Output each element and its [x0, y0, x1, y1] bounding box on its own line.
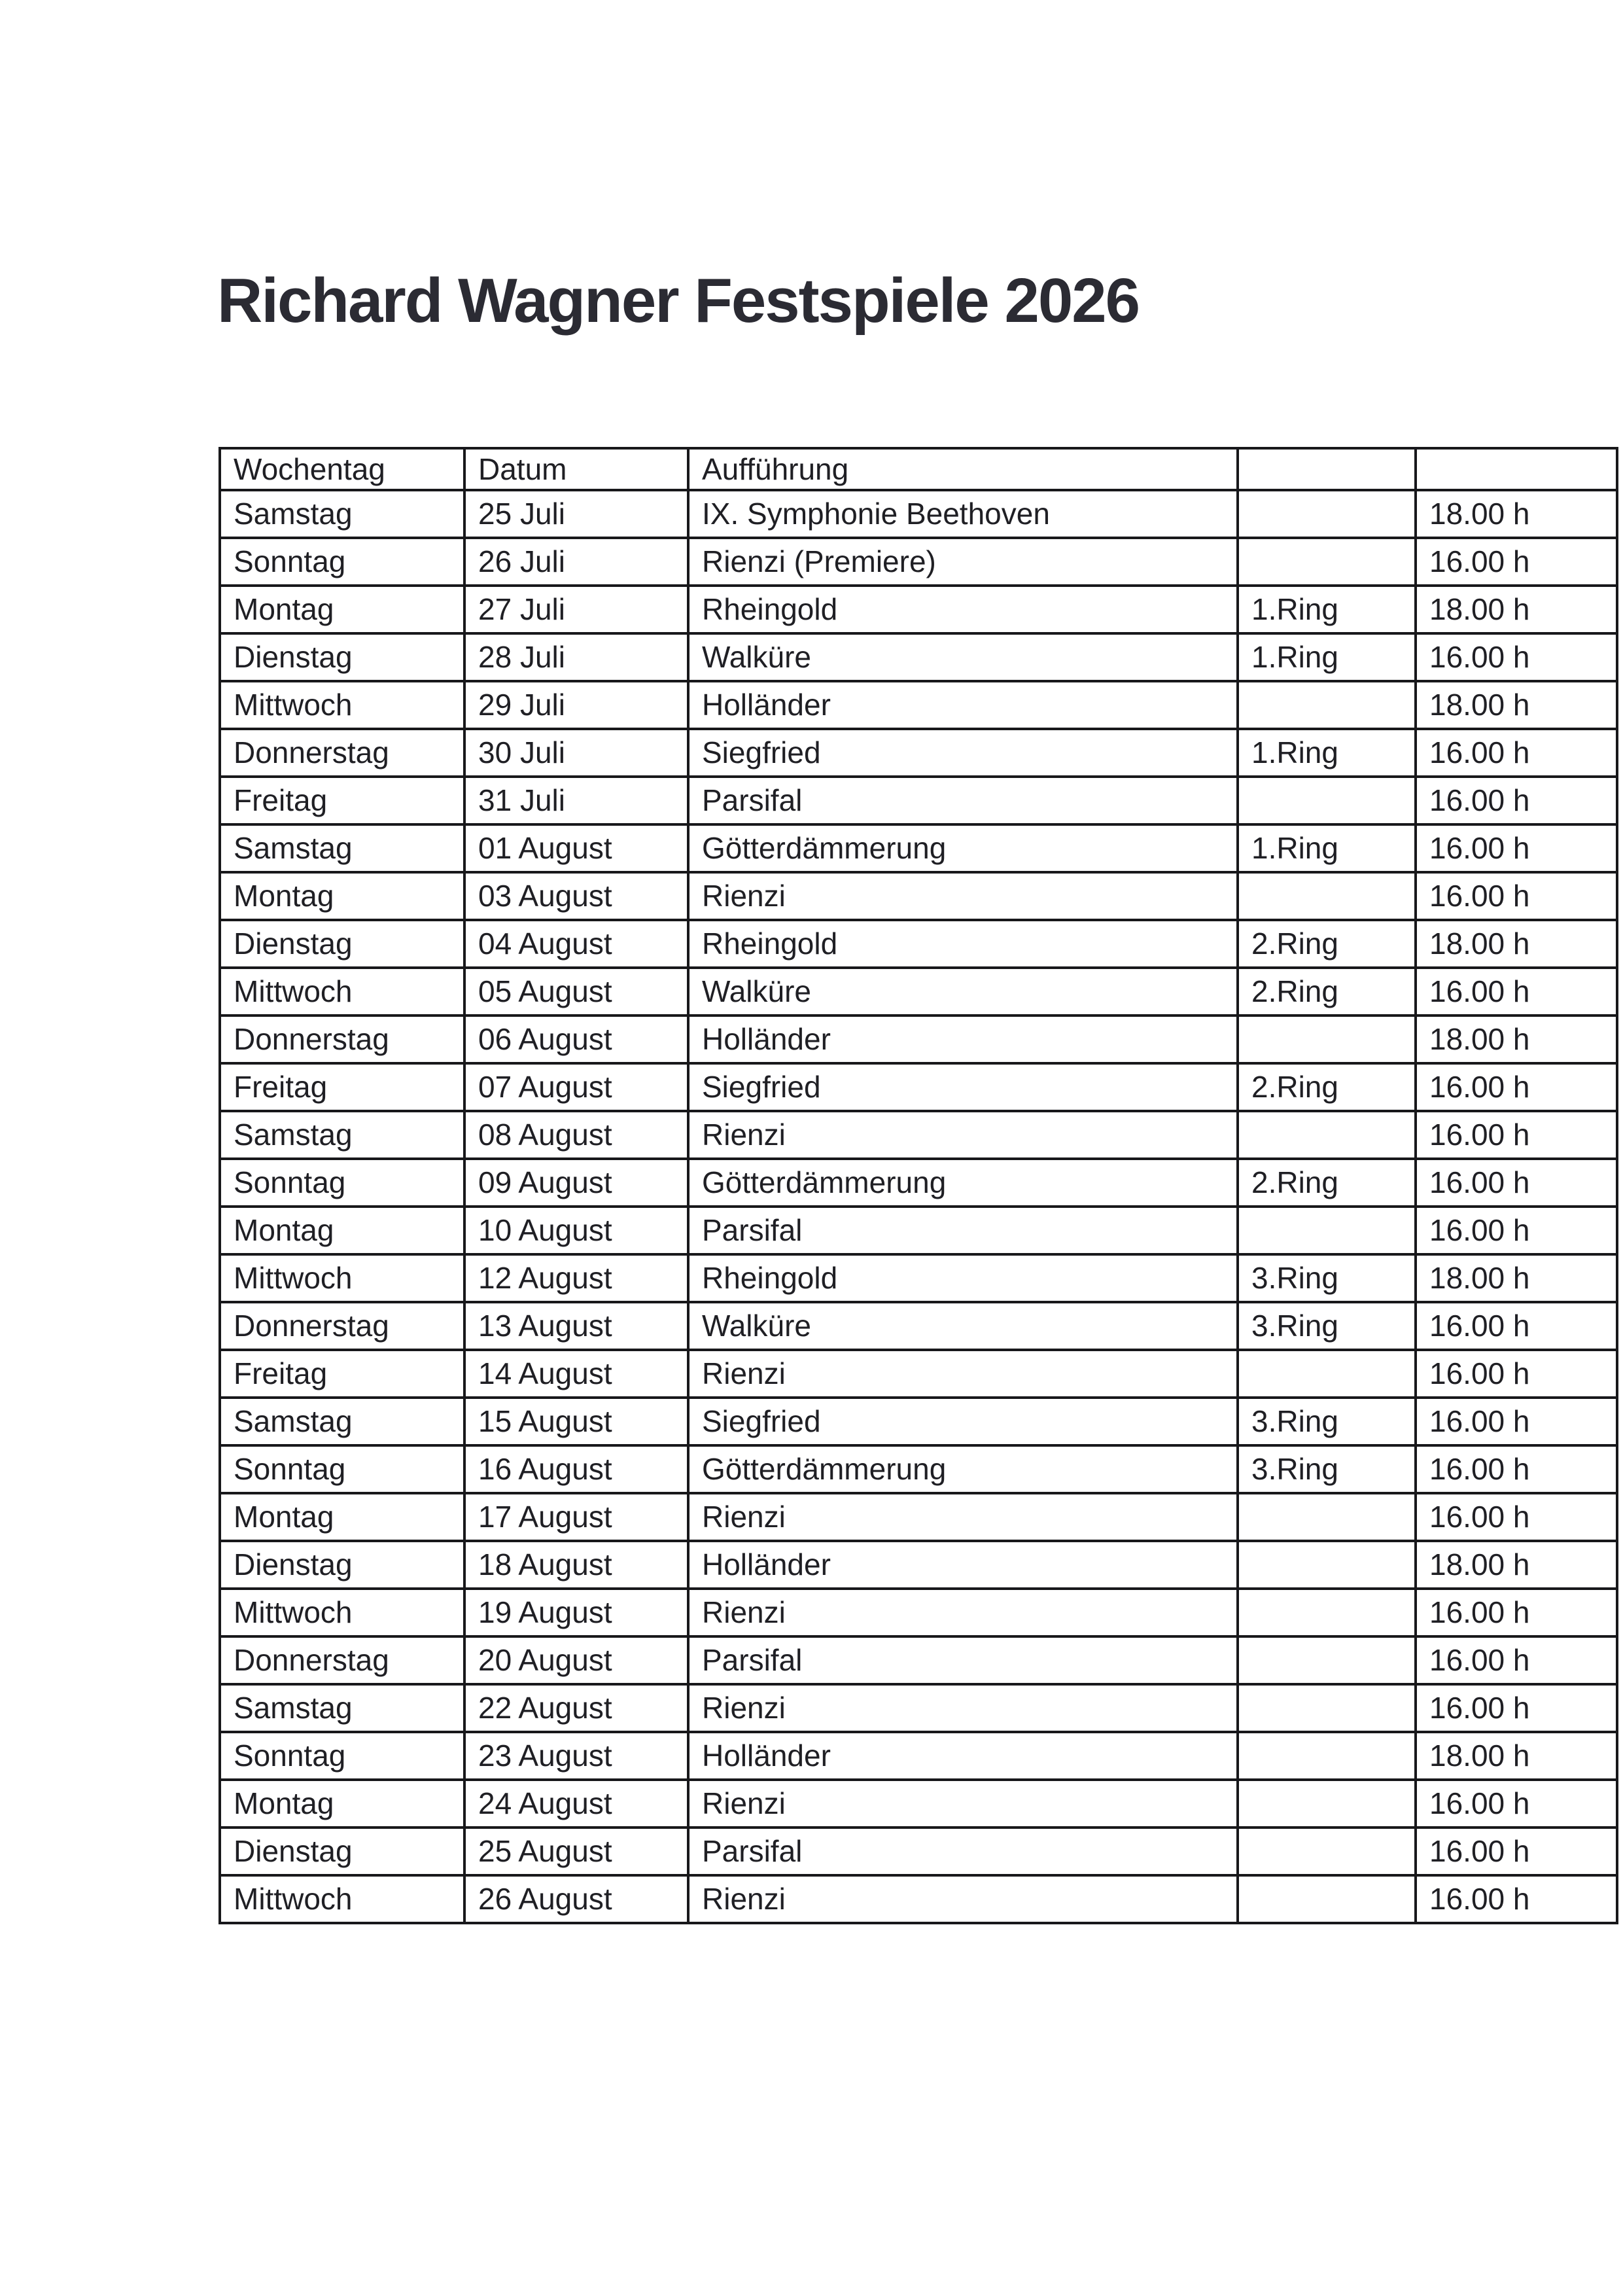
- cell-ring: [1238, 1828, 1416, 1875]
- table-row: [220, 1828, 1617, 1875]
- cell-date: 09 August: [464, 1159, 688, 1207]
- cell-date: 01 August: [464, 824, 688, 872]
- table-row: [220, 1589, 1617, 1636]
- cell-weekday: Mittwoch: [220, 1254, 464, 1302]
- cell-ring: [1238, 1111, 1416, 1159]
- cell-performance: Rheingold: [688, 1254, 1238, 1302]
- cell-time: 16.00 h: [1416, 872, 1617, 920]
- cell-weekday: Samstag: [220, 1111, 464, 1159]
- cell-date: 25 Juli: [464, 490, 688, 538]
- cell-date: 04 August: [464, 920, 688, 968]
- cell-ring: 3.Ring: [1238, 1398, 1416, 1445]
- cell-date: 28 Juli: [464, 633, 688, 681]
- cell-performance: Siegfried: [688, 1063, 1238, 1111]
- cell-time: 16.00 h: [1416, 1207, 1617, 1254]
- cell-performance: Walküre: [688, 968, 1238, 1016]
- cell-weekday: Dienstag: [220, 633, 464, 681]
- cell-weekday: Sonntag: [220, 538, 464, 586]
- header-cell-ring: [1238, 448, 1416, 490]
- cell-time: 16.00 h: [1416, 1780, 1617, 1828]
- cell-time: 16.00 h: [1416, 729, 1617, 777]
- table-body: [220, 490, 1617, 1923]
- table-row: [220, 1732, 1617, 1780]
- cell-weekday: Samstag: [220, 1684, 464, 1732]
- cell-performance: Rheingold: [688, 586, 1238, 633]
- header-cell-time: [1416, 448, 1617, 490]
- cell-weekday: Dienstag: [220, 1828, 464, 1875]
- cell-date: 26 August: [464, 1875, 688, 1923]
- cell-ring: [1238, 681, 1416, 729]
- cell-ring: 2.Ring: [1238, 968, 1416, 1016]
- cell-performance: Rienzi (Premiere): [688, 538, 1238, 586]
- cell-performance: Parsifal: [688, 777, 1238, 824]
- cell-performance: Götterdämmerung: [688, 1445, 1238, 1493]
- header-cell-weekday: Wochentag: [220, 448, 464, 490]
- cell-weekday: Montag: [220, 586, 464, 633]
- cell-performance: Holländer: [688, 1016, 1238, 1063]
- cell-time: 18.00 h: [1416, 1016, 1617, 1063]
- cell-time: 16.00 h: [1416, 1350, 1617, 1398]
- cell-date: 12 August: [464, 1254, 688, 1302]
- cell-performance: IX. Symphonie Beethoven: [688, 490, 1238, 538]
- cell-time: 16.00 h: [1416, 1445, 1617, 1493]
- cell-time: 16.00 h: [1416, 777, 1617, 824]
- cell-weekday: Samstag: [220, 1398, 464, 1445]
- cell-ring: 1.Ring: [1238, 729, 1416, 777]
- table-row: [220, 1302, 1617, 1350]
- table-row: [220, 1254, 1617, 1302]
- cell-performance: Holländer: [688, 681, 1238, 729]
- table-row: [220, 872, 1617, 920]
- cell-ring: 2.Ring: [1238, 1159, 1416, 1207]
- cell-time: 16.00 h: [1416, 1828, 1617, 1875]
- cell-weekday: Montag: [220, 1493, 464, 1541]
- cell-performance: Rienzi: [688, 872, 1238, 920]
- cell-date: 29 Juli: [464, 681, 688, 729]
- table-row: [220, 824, 1617, 872]
- cell-date: 24 August: [464, 1780, 688, 1828]
- table-row: [220, 1493, 1617, 1541]
- table-row: [220, 1398, 1617, 1445]
- cell-ring: [1238, 1350, 1416, 1398]
- cell-date: 26 Juli: [464, 538, 688, 586]
- cell-date: 10 August: [464, 1207, 688, 1254]
- cell-time: 16.00 h: [1416, 1111, 1617, 1159]
- cell-performance: Parsifal: [688, 1207, 1238, 1254]
- cell-performance: Holländer: [688, 1541, 1238, 1589]
- cell-performance: Rheingold: [688, 920, 1238, 968]
- cell-performance: Götterdämmerung: [688, 1159, 1238, 1207]
- cell-time: 16.00 h: [1416, 1398, 1617, 1445]
- cell-weekday: Dienstag: [220, 1541, 464, 1589]
- cell-weekday: Freitag: [220, 1063, 464, 1111]
- cell-date: 14 August: [464, 1350, 688, 1398]
- cell-time: 16.00 h: [1416, 1875, 1617, 1923]
- cell-performance: Rienzi: [688, 1111, 1238, 1159]
- table-row: [220, 1780, 1617, 1828]
- cell-time: 16.00 h: [1416, 1684, 1617, 1732]
- table-row: [220, 1445, 1617, 1493]
- cell-weekday: Dienstag: [220, 920, 464, 968]
- cell-performance: Siegfried: [688, 729, 1238, 777]
- table-row: [220, 1207, 1617, 1254]
- cell-performance: Parsifal: [688, 1636, 1238, 1684]
- cell-performance: Siegfried: [688, 1398, 1238, 1445]
- cell-ring: [1238, 872, 1416, 920]
- cell-ring: 1.Ring: [1238, 586, 1416, 633]
- cell-weekday: Samstag: [220, 824, 464, 872]
- cell-ring: [1238, 490, 1416, 538]
- table-row: [220, 586, 1617, 633]
- cell-weekday: Samstag: [220, 490, 464, 538]
- cell-time: 16.00 h: [1416, 1302, 1617, 1350]
- cell-ring: 1.Ring: [1238, 824, 1416, 872]
- cell-ring: 1.Ring: [1238, 633, 1416, 681]
- cell-ring: [1238, 1875, 1416, 1923]
- table-row: [220, 1111, 1617, 1159]
- table-row: [220, 1875, 1617, 1923]
- cell-time: 16.00 h: [1416, 1493, 1617, 1541]
- cell-weekday: Donnerstag: [220, 1636, 464, 1684]
- cell-ring: [1238, 1636, 1416, 1684]
- cell-date: 27 Juli: [464, 586, 688, 633]
- cell-date: 07 August: [464, 1063, 688, 1111]
- cell-weekday: Mittwoch: [220, 681, 464, 729]
- cell-weekday: Montag: [220, 1780, 464, 1828]
- table-row: [220, 1350, 1617, 1398]
- cell-time: 16.00 h: [1416, 1589, 1617, 1636]
- cell-ring: [1238, 1016, 1416, 1063]
- cell-time: 18.00 h: [1416, 681, 1617, 729]
- cell-date: 05 August: [464, 968, 688, 1016]
- cell-performance: Rienzi: [688, 1350, 1238, 1398]
- table-row: [220, 1636, 1617, 1684]
- cell-date: 25 August: [464, 1828, 688, 1875]
- cell-ring: 3.Ring: [1238, 1254, 1416, 1302]
- cell-performance: Walküre: [688, 633, 1238, 681]
- cell-date: 18 August: [464, 1541, 688, 1589]
- cell-weekday: Freitag: [220, 777, 464, 824]
- cell-weekday: Mittwoch: [220, 1589, 464, 1636]
- cell-performance: Rienzi: [688, 1589, 1238, 1636]
- cell-weekday: Sonntag: [220, 1732, 464, 1780]
- cell-ring: [1238, 1493, 1416, 1541]
- cell-time: 18.00 h: [1416, 1254, 1617, 1302]
- cell-date: 23 August: [464, 1732, 688, 1780]
- header-cell-date: Datum: [464, 448, 688, 490]
- cell-time: 16.00 h: [1416, 1636, 1617, 1684]
- cell-time: 16.00 h: [1416, 1159, 1617, 1207]
- cell-date: 19 August: [464, 1589, 688, 1636]
- cell-date: 13 August: [464, 1302, 688, 1350]
- cell-ring: 3.Ring: [1238, 1302, 1416, 1350]
- table-header-row: [220, 448, 1617, 490]
- cell-performance: Walküre: [688, 1302, 1238, 1350]
- cell-performance: Götterdämmerung: [688, 824, 1238, 872]
- cell-ring: 2.Ring: [1238, 920, 1416, 968]
- cell-time: 16.00 h: [1416, 633, 1617, 681]
- cell-date: 06 August: [464, 1016, 688, 1063]
- cell-weekday: Freitag: [220, 1350, 464, 1398]
- cell-date: 22 August: [464, 1684, 688, 1732]
- table-row: [220, 729, 1617, 777]
- cell-performance: Parsifal: [688, 1828, 1238, 1875]
- cell-performance: Holländer: [688, 1732, 1238, 1780]
- cell-time: 16.00 h: [1416, 968, 1617, 1016]
- cell-weekday: Mittwoch: [220, 1875, 464, 1923]
- festival-schedule-table: [218, 447, 1618, 1924]
- cell-weekday: Montag: [220, 1207, 464, 1254]
- table-row: [220, 777, 1617, 824]
- cell-ring: 3.Ring: [1238, 1445, 1416, 1493]
- cell-performance: Rienzi: [688, 1875, 1238, 1923]
- cell-date: 20 August: [464, 1636, 688, 1684]
- cell-ring: [1238, 1684, 1416, 1732]
- cell-date: 17 August: [464, 1493, 688, 1541]
- cell-weekday: Sonntag: [220, 1445, 464, 1493]
- cell-ring: [1238, 1207, 1416, 1254]
- cell-ring: [1238, 777, 1416, 824]
- cell-date: 03 August: [464, 872, 688, 920]
- cell-performance: Rienzi: [688, 1684, 1238, 1732]
- cell-time: 16.00 h: [1416, 538, 1617, 586]
- table-row: [220, 1016, 1617, 1063]
- page-title: Richard Wagner Festspiele 2026: [217, 266, 1140, 336]
- cell-weekday: Donnerstag: [220, 1302, 464, 1350]
- cell-date: 15 August: [464, 1398, 688, 1445]
- table-row: [220, 490, 1617, 538]
- cell-time: 18.00 h: [1416, 920, 1617, 968]
- table-row: [220, 968, 1617, 1016]
- cell-date: 31 Juli: [464, 777, 688, 824]
- cell-weekday: Montag: [220, 872, 464, 920]
- cell-ring: [1238, 1780, 1416, 1828]
- cell-ring: [1238, 538, 1416, 586]
- table-row: [220, 681, 1617, 729]
- cell-performance: Rienzi: [688, 1780, 1238, 1828]
- cell-time: 16.00 h: [1416, 1063, 1617, 1111]
- table-row: [220, 633, 1617, 681]
- cell-time: 16.00 h: [1416, 824, 1617, 872]
- cell-date: 16 August: [464, 1445, 688, 1493]
- cell-weekday: Mittwoch: [220, 968, 464, 1016]
- cell-ring: 2.Ring: [1238, 1063, 1416, 1111]
- cell-weekday: Donnerstag: [220, 729, 464, 777]
- cell-time: 18.00 h: [1416, 490, 1617, 538]
- cell-performance: Rienzi: [688, 1493, 1238, 1541]
- table-row: [220, 1684, 1617, 1732]
- table-row: [220, 538, 1617, 586]
- cell-ring: [1238, 1732, 1416, 1780]
- table-row: [220, 920, 1617, 968]
- cell-time: 18.00 h: [1416, 1541, 1617, 1589]
- cell-date: 08 August: [464, 1111, 688, 1159]
- cell-ring: [1238, 1541, 1416, 1589]
- cell-date: 30 Juli: [464, 729, 688, 777]
- cell-weekday: Donnerstag: [220, 1016, 464, 1063]
- cell-weekday: Sonntag: [220, 1159, 464, 1207]
- cell-time: 18.00 h: [1416, 1732, 1617, 1780]
- cell-ring: [1238, 1589, 1416, 1636]
- table-row: [220, 1159, 1617, 1207]
- table-row: [220, 1063, 1617, 1111]
- table-row: [220, 1541, 1617, 1589]
- header-cell-performance: Aufführung: [688, 448, 1238, 490]
- cell-time: 18.00 h: [1416, 586, 1617, 633]
